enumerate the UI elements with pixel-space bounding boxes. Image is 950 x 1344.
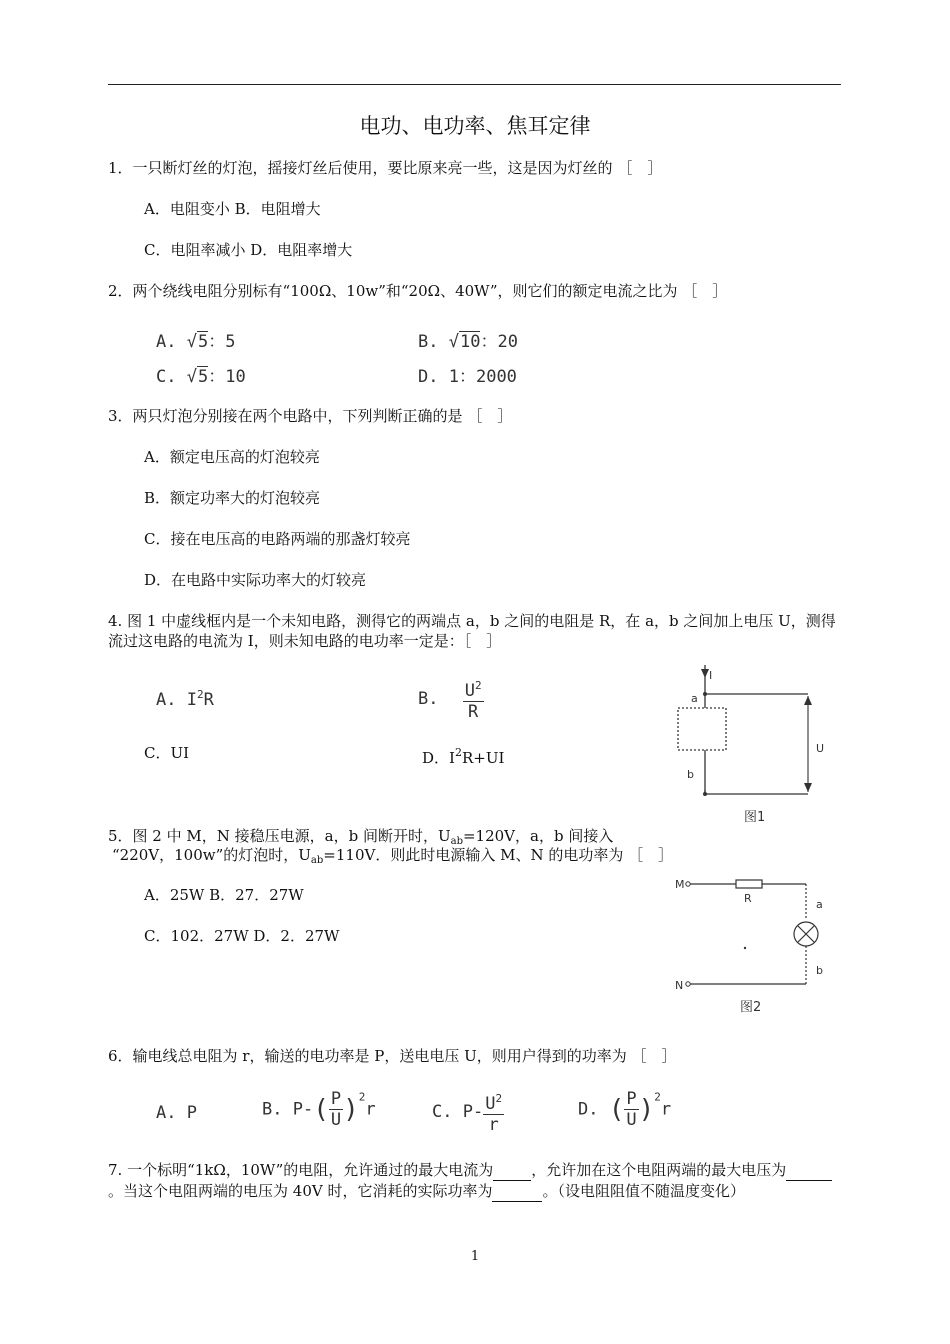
fig2-label-m: M <box>675 878 685 891</box>
q2-option-c: C. √5：10 <box>156 367 246 387</box>
q6-option-d: D. ( $\frac{P}{U}$ )$^2$r <box>578 1089 672 1130</box>
fig1-label-i: I <box>709 669 713 682</box>
q6-stem: 6．输电线总电阻为 r，输送的电功率是 P，送电电压 U，则用户得到的功率为 ［ ］ <box>108 1047 677 1065</box>
q1-stem: 1．一只断灯丝的灯泡，摇接灯丝后使用，要比原来亮一些，这是因为灯丝的 ［ ］ <box>108 159 663 177</box>
fig1-caption: 图1 <box>744 810 766 825</box>
fig1-current-arrow <box>701 669 709 678</box>
q6-option-b: B. P-( $\frac{P}{U}$ )$^2$r <box>262 1089 376 1130</box>
fig2-label-a: a <box>816 898 823 911</box>
q3-option-a: A．额定电压高的灯泡较亮 <box>144 448 320 466</box>
page-number: 1 <box>470 1249 480 1264</box>
q3-option-d: D．在电路中实际功率大的灯较亮 <box>144 571 367 589</box>
fig1-label-b: b <box>687 768 694 781</box>
fig2-dot <box>744 947 746 949</box>
q2-option-d: D. 1：2000 <box>418 367 517 387</box>
fig2-terminal-n <box>686 982 690 986</box>
q6-option-c: C. P- $\frac{U^2}{r}$ <box>432 1089 504 1135</box>
q4-stem: 4. 图 1 中虚线框内是一个未知电路，测得它的两端点 a，b 之间的电阻是 R，在 a，b 之间加上电压 U，测得流过这电路的电流为 I，则未知电路的电功率一定是：［ ］ <box>108 612 836 650</box>
page-title: 电功、电功率、焦耳定律 <box>359 114 591 138</box>
q4-option-b: B. $\frac{U^2}{R}$ <box>418 676 484 722</box>
q5-stem-line1: 5．图 2 中 M，N 接稳压电源，a，b 间断开时，$U_{ab}=120V$，a，b 间接入 <box>108 827 614 847</box>
figure-1-circuit <box>660 660 850 830</box>
fig1-label-a: a <box>691 692 698 705</box>
q3-stem: 3．两只灯泡分别接在两个电路中，下列判断正确的是 ［ ］ <box>108 407 513 425</box>
fig1-unknown-box <box>678 708 726 750</box>
q4-option-d: D．$I^2R+UI$ <box>422 746 505 767</box>
q5-options-cd: C．102．27W D．2．27W <box>144 927 340 945</box>
q5-stem-line2: “220V，100w”的灯泡时，$U_{ab}=110V$．则此时电源输入 M、N 的电功率为 ［ ］ <box>112 846 674 866</box>
fig2-caption: 图2 <box>740 1000 762 1015</box>
q4-option-a: A. $I^2R$ <box>156 688 214 710</box>
q7-blank-voltage[interactable] <box>786 1160 832 1181</box>
q2-stem: 2．两个绕线电阻分别标有“100Ω、10w”和“20Ω、40W”，则它们的额定电流之比为 ［ ］ <box>108 282 728 300</box>
fig2-label-n: N <box>675 979 684 992</box>
figure-2-circuit <box>670 870 840 1020</box>
fig1-node-b <box>703 792 707 796</box>
q6-option-a: A. P <box>156 1103 197 1123</box>
fig1-node-a <box>703 692 707 696</box>
fig2-label-b: b <box>816 964 823 977</box>
fig1-arrowhead-top <box>804 696 812 705</box>
q4-option-c: C．UI <box>144 744 190 762</box>
q1-options-cd: C．电阻率减小 D．电阻率增大 <box>144 241 353 259</box>
q5-options-ab: A．25W B．27．27W <box>144 886 304 904</box>
q7-stem: 7. 一个标明“1kΩ，10W”的电阻，允许通过的最大电流为 ，允许加在这个电阻两端的最大电压为 。当这个电阻两端的电压为 40V 时，它消耗的实际功率为 。（设电阻阻值不随温度变化） <box>108 1160 844 1202</box>
q2-option-a: A. √5：5 <box>156 332 236 352</box>
q2-option-b: B. √10：20 <box>418 332 518 352</box>
q1-options-ab: A．电阻变小 B．电阻增大 <box>144 200 321 218</box>
fig1-arrowhead-bottom <box>804 783 812 792</box>
q3-option-b: B．额定功率大的灯泡较亮 <box>144 489 321 507</box>
q3-option-c: C．接在电压高的电路两端的那盏灯较亮 <box>144 530 411 548</box>
fig1-label-u: U <box>816 742 825 755</box>
fig2-terminal-m <box>686 882 690 886</box>
q7-blank-power[interactable] <box>492 1181 542 1202</box>
fig2-resistor <box>736 880 762 888</box>
q7-blank-current[interactable] <box>493 1160 531 1181</box>
fig2-label-r: R <box>744 892 752 905</box>
header-rule <box>108 84 841 85</box>
